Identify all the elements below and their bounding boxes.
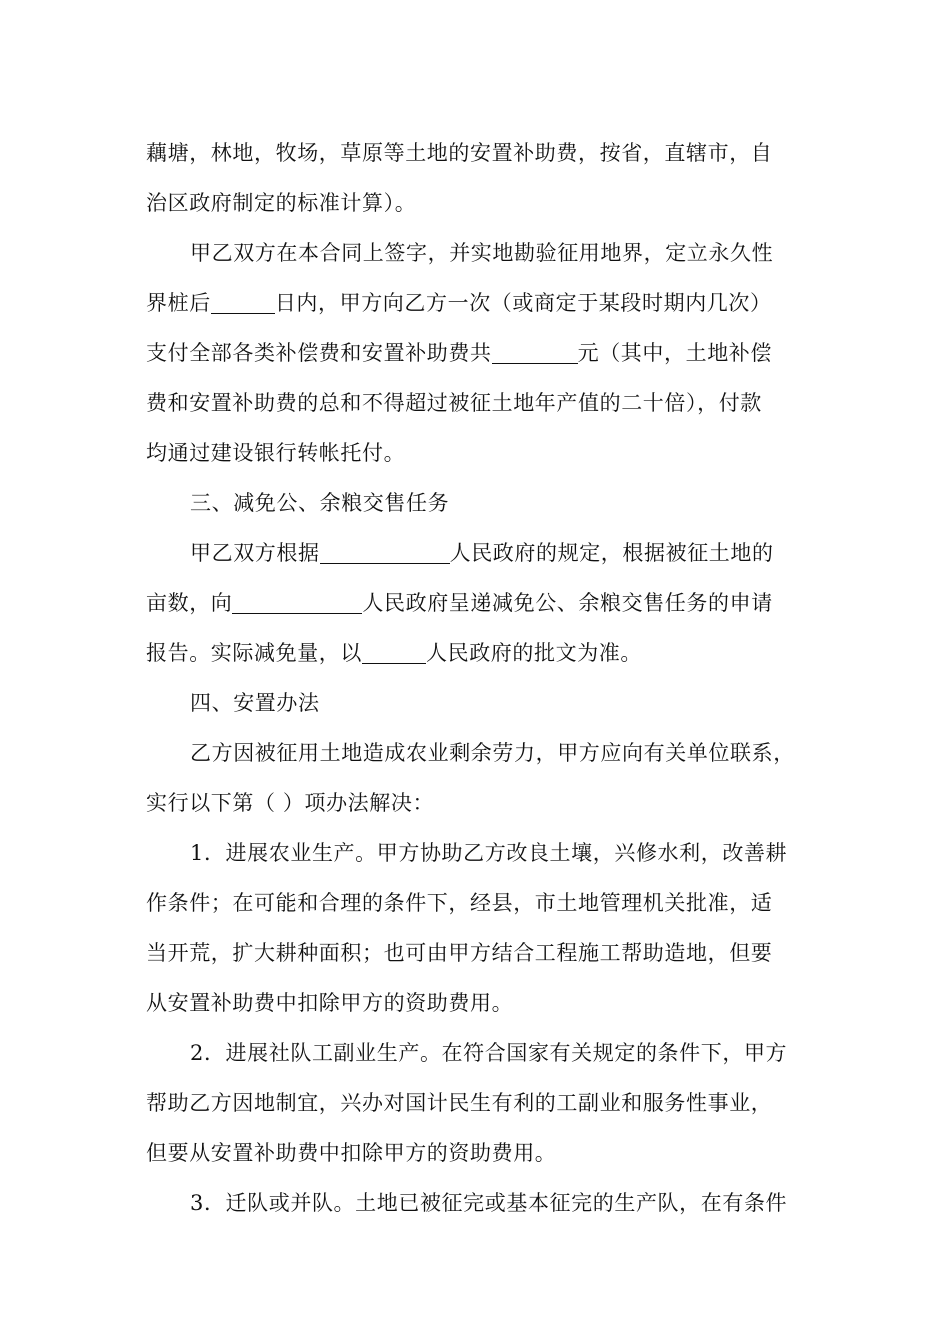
text-line: 作条件；在可能和合理的条件下，经县，市土地管理机关批准，适 bbox=[146, 891, 773, 915]
line-text-after-blank: 人民政府呈递减免公、余粮交售任务的申请 bbox=[362, 591, 773, 615]
list-item-3-start: 3．迁队或并队。土地已被征完或基本征完的生产队，在有条件 bbox=[190, 1191, 788, 1215]
text-line: 当开荒，扩大耕种面积；也可由甲方结合工程施工帮助造地，但要 bbox=[146, 941, 773, 965]
section-heading-3: 三、减免公、余粮交售任务 bbox=[190, 491, 450, 515]
text-line: 从安置补助费中扣除甲方的资助费用。 bbox=[146, 991, 514, 1015]
fill-in-blank-government bbox=[362, 641, 426, 664]
paragraph-start-line: 甲乙双方在本合同上签字，并实地勘验征用地界，定立永久性 bbox=[190, 241, 774, 265]
text-line-with-blank bbox=[146, 278, 772, 328]
fill-in-blank-amount bbox=[492, 341, 578, 364]
text-line-with-blank bbox=[146, 628, 642, 678]
line-text-before-blank: 亩数，向 bbox=[146, 591, 233, 615]
text-line: 藕塘，林地，牧场，草原等土地的安置补助费，按省，直辖市，自 bbox=[146, 141, 773, 165]
fill-in-blank-government bbox=[320, 541, 450, 564]
line-text-after-blank: 人民政府的批文为准。 bbox=[426, 641, 642, 665]
list-item-1-start: 1．进展农业生产。甲方协助乙方改良土壤，兴修水利，改善耕 bbox=[190, 841, 788, 865]
paragraph-start-line: 乙方因被征用土地造成农业剩余劳力，甲方应向有关单位联系， bbox=[190, 741, 795, 765]
text-line: 费和安置补助费的总和不得超过被征土地年产值的二十倍），付款 bbox=[146, 391, 762, 415]
text-line-with-blank bbox=[146, 528, 774, 578]
line-text-after-blank: 人民政府的规定，根据被征土地的 bbox=[449, 541, 774, 565]
section-heading-4: 四、安置办法 bbox=[190, 691, 320, 715]
text-line: 但要从安置补助费中扣除甲方的资助费用。 bbox=[146, 1141, 557, 1165]
text-line: 均通过建设银行转帐托付。 bbox=[146, 441, 406, 465]
text-line-with-blank bbox=[146, 328, 772, 378]
text-line: 帮助乙方因地制宜，兴办对国计民生有利的工副业和服务性事业， bbox=[146, 1091, 773, 1115]
text-line-with-blank bbox=[146, 578, 773, 628]
text-line: 实行以下第（ ）项办法解决： bbox=[146, 791, 435, 815]
line-text-after-blank: 元（其中，土地补偿 bbox=[577, 341, 773, 365]
line-text-before-blank: 甲乙双方根据 bbox=[190, 541, 320, 565]
fill-in-blank-government bbox=[232, 591, 362, 614]
line-text-before-blank: 报告。实际减免量，以 bbox=[146, 641, 362, 665]
line-text-before-blank: 界桩后 bbox=[146, 291, 211, 315]
fill-in-blank-days bbox=[211, 291, 275, 314]
list-item-2-start: 2．进展社队工副业生产。在符合国家有关规定的条件下，甲方 bbox=[190, 1041, 788, 1065]
text-line: 治区政府制定的标准计算）。 bbox=[146, 191, 417, 215]
line-text-before-blank: 支付全部各类补偿费和安置补助费共 bbox=[146, 341, 492, 365]
line-text-after-blank: 日内，甲方向乙方一次（或商定于某段时期内几次） bbox=[274, 291, 772, 315]
